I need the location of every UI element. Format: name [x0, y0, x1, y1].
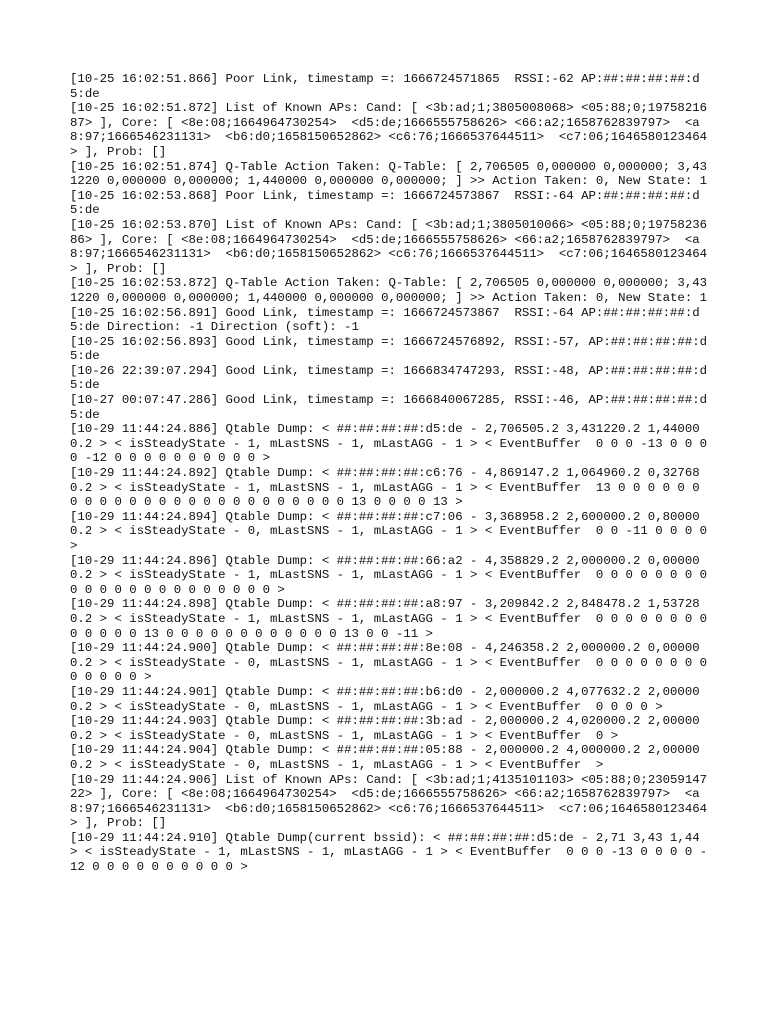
log-document — [70, 72, 715, 875]
log-line: [10-25 16:02:51.872] List of Known APs: Cand: [ <3b:ad;1;3805008068> <05:88;0;1975821687> ], Core: [ <8e:08;1664964730254> <d5:de;1666555758626> <66:a2;1658762839797> <a8:97;1666546231131> <b6:d0;1658150652862> <c6:76;1666537644511> <c7:06;1646580123464> ], Prob: [] — [70, 101, 708, 159]
log-line: [10-29 11:44:24.892] Qtable Dump: < ##:##:##:##:c6:76 - 4,869147.2 1,064960.2 0,327680.2 > < isSteadyState - 1, mLastSNS - 1, mLastAGG - 1 > < EventBuffer 13 0 0 0 0 0 0 0 0 0 0 0 0 0 0 0 0 0 0 0 0 0 0 0 0 0 13 0 0 0 0 13 > — [70, 466, 708, 510]
log-line: [10-29 11:44:24.898] Qtable Dump: < ##:##:##:##:a8:97 - 3,209842.2 2,848478.2 1,537280.2 > < isSteadyState - 1, mLastSNS - 1, mLastAGG - 1 > < EventBuffer 0 0 0 0 0 0 0 0 0 0 0 0 0 13 0 0 0 0 0 0 0 0 0 0 0 0 13 0 0 -11 > — [70, 597, 715, 641]
log-line: [10-29 11:44:24.903] Qtable Dump: < ##:##:##:##:3b:ad - 2,000000.2 4,020000.2 2,000000.2 > < isSteadyState - 0, mLastSNS - 1, mLastAGG - 1 > < EventBuffer 0 > — [70, 714, 700, 743]
log-line: [10-25 16:02:53.872] Q-Table Action Taken: Q-Table: [ 2,706505 0,000000 0,000000; 3,431220 0,000000 0,000000; 1,440000 0,000000 0,000000; ] >> Action Taken: 0, New State: 1 — [70, 276, 708, 305]
log-line: [10-25 16:02:56.893] Good Link, timestamp =: 1666724576892, RSSI:-57, AP:##:##:##:##:d5:de — [70, 334, 708, 364]
log-line: [10-29 11:44:24.906] List of Known APs: Cand: [ <3b:ad;1;4135101103> <05:88;0;2305914722> ], Core: [ <8e:08;1664964730254> <d5:de;1666555758626> <66:a2;1658762839797> <a8:97;1666546231131> <b6:d0;1658150652862> <c6:76;1666537644511> <c7:06;1646580123464> ], Prob: [] — [70, 772, 708, 831]
log-line: [10-29 11:44:24.894] Qtable Dump: < ##:##:##:##:c7:06 - 3,368958.2 2,600000.2 0,800000.2 > < isSteadyState - 0, mLastSNS - 1, mLastAGG - 1 > < EventBuffer 0 0 -11 0 0 0 0 > — [70, 509, 715, 553]
log-line: [10-25 16:02:53.868] Poor Link, timestamp =: 1666724573867 RSSI:-64 AP:##:##:##:##:d5:de — [70, 188, 700, 218]
log-line: [10-25 16:02:53.870] List of Known APs: Cand: [ <3b:ad;1;3805010066> <05:88;0;1975823686> ], Core: [ <8e:08;1664964730254> <d5:de;1666555758626> <66:a2;1658762839797> <a8:97;1666546231131> <b6:d0;1658150652862> <c6:76;1666537644511> <c7:06;1646580123464> ], Prob: [] — [70, 217, 708, 276]
log-line: [10-29 11:44:24.901] Qtable Dump: < ##:##:##:##:b6:d0 - 2,000000.2 4,077632.2 2,000000.2 > < isSteadyState - 0, mLastSNS - 1, mLastAGG - 1 > < EventBuffer 0 0 0 0 > — [70, 684, 700, 714]
log-line: [10-29 11:44:24.904] Qtable Dump: < ##:##:##:##:05:88 - 2,000000.2 4,000000.2 2,000000.2 > < isSteadyState - 0, mLastSNS - 1, mLastAGG - 1 > < EventBuffer > — [70, 743, 700, 772]
log-line: [10-25 16:02:51.874] Q-Table Action Taken: Q-Table: [ 2,706505 0,000000 0,000000; 3,431220 0,000000 0,000000; 1,440000 0,000000 0,000000; ] >> Action Taken: 0, New State: 1 — [70, 159, 708, 189]
log-line: [10-25 16:02:51.866] Poor Link, timestamp =: 1666724571865 RSSI:-62 AP:##:##:##:##:d5:de — [70, 72, 700, 101]
log-line: [10-26 22:39:07.294] Good Link, timestamp =: 1666834747293, RSSI:-48, AP:##:##:##:##:d5:de — [70, 363, 708, 393]
log-line: [10-25 16:02:56.891] Good Link, timestamp =: 1666724573867 RSSI:-64 AP:##:##:##:##:d5:de Direction: -1 Direction (soft): -1 — [70, 305, 700, 335]
log-line: [10-29 11:44:24.896] Qtable Dump: < ##:##:##:##:66:a2 - 4,358829.2 2,000000.2 0,000000.2 > < isSteadyState - 1, mLastSNS - 1, mLastAGG - 1 > < EventBuffer 0 0 0 0 0 0 0 0 0 0 0 0 0 0 0 0 0 0 0 0 0 0 > — [70, 553, 715, 597]
log-line: [10-29 11:44:24.886] Qtable Dump: < ##:##:##:##:d5:de - 2,706505.2 3,431220.2 1,440000.2 > < isSteadyState - 1, mLastSNS - 1, mLastAGG - 1 > < EventBuffer 0 0 0 -13 0 0 0 0 -12 0 0 0 0 0 0 0 0 0 0 > — [70, 422, 715, 466]
log-line: [10-29 11:44:24.900] Qtable Dump: < ##:##:##:##:8e:08 - 4,246358.2 2,000000.2 0,000000.2 > < isSteadyState - 0, mLastSNS - 1, mLastAGG - 1 > < EventBuffer 0 0 0 0 0 0 0 0 0 0 0 0 0 > — [70, 641, 715, 685]
log-line: [10-27 00:07:47.286] Good Link, timestamp =: 1666840067285, RSSI:-46, AP:##:##:##:##:d5:de — [70, 393, 708, 422]
log-line: [10-29 11:44:24.910] Qtable Dump(current bssid): < ##:##:##:##:d5:de - 2,71 3,43 1,44 > < isSteadyState - 1, mLastSNS - 1, mLastAGG - 1 > < EventBuffer 0 0 0 -13 0 0 0 0 -12 0 0 0 0 0 0 0 0 0 0 > — [70, 830, 708, 875]
